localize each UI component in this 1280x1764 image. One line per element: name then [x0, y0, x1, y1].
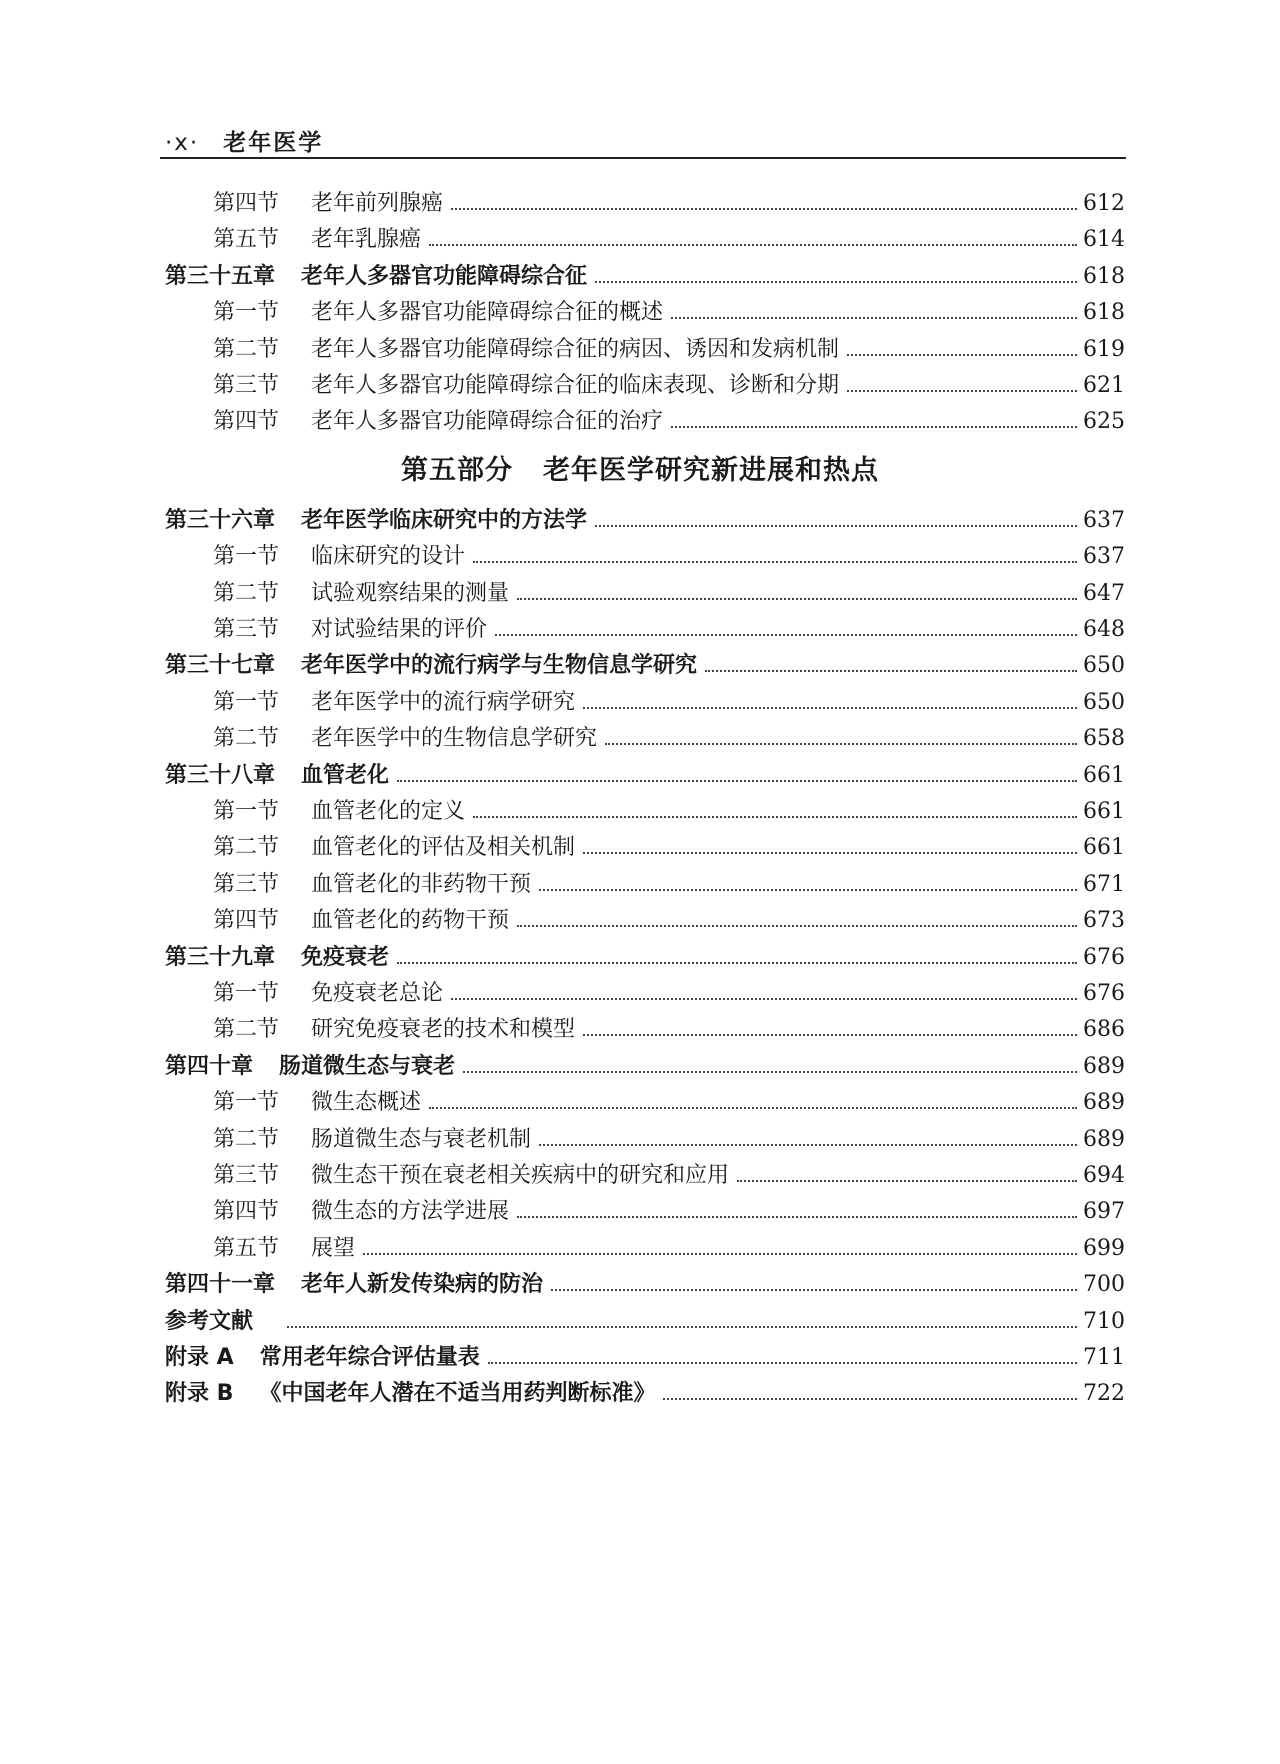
toc-chapter-entry: [165, 1047, 1125, 1087]
dot-leader: [473, 816, 1077, 818]
toc-section-entry: [213, 330, 1125, 370]
entry-title: 老年人多器官功能障碍综合征的病因、诱因和发病机制: [311, 336, 840, 362]
entry-title: 研究免疫衰老的技术和模型: [311, 1017, 576, 1043]
dot-leader: [451, 208, 1077, 210]
toc-section-entry: [213, 792, 1125, 832]
entry-page-number: 648: [1083, 617, 1125, 642]
toc-chapter-entry: [165, 501, 1125, 541]
entry-number: 第四节: [213, 1199, 280, 1225]
entry-page-number: 697: [1083, 1199, 1125, 1225]
dot-leader: [517, 1216, 1077, 1218]
entry-number: 第三节: [213, 1163, 280, 1188]
header-rule: [160, 157, 1126, 159]
dot-leader: [671, 317, 1077, 319]
entry-number: 第三十八章: [165, 762, 276, 788]
toc-section-entry: [213, 1192, 1125, 1232]
entry-page-number: 710: [1083, 1308, 1125, 1334]
entry-page-number: 699: [1083, 1235, 1125, 1261]
entry-title: 临床研究的设计: [311, 544, 466, 570]
entry-page-number: 676: [1083, 944, 1125, 970]
entry-title: 微生态概述: [311, 1090, 422, 1116]
toc-section-entry: [213, 865, 1125, 905]
dot-leader: [473, 561, 1077, 563]
entry-number: 第四节: [213, 409, 280, 435]
entry-page-number: 612: [1083, 191, 1125, 216]
entry-number: 第三节: [213, 617, 280, 642]
toc-section-entry: [213, 402, 1125, 442]
entry-title: 老年前列腺癌: [311, 191, 444, 216]
entry-number: 第五节: [213, 227, 280, 253]
entry-number: 第三十九章: [165, 944, 276, 970]
toc-section-entry: [213, 1010, 1125, 1050]
entry-page-number: 686: [1083, 1017, 1125, 1043]
dot-leader: [429, 244, 1077, 246]
toc-section-entry: [213, 610, 1125, 650]
entry-title: 血管老化的药物干预: [311, 908, 510, 934]
entry-title: 老年医学中的流行病学与生物信息学研究: [301, 653, 698, 679]
toc-section-entry: [213, 683, 1125, 723]
part-number: 第五部分: [401, 454, 513, 486]
dot-leader: [551, 1289, 1077, 1291]
entry-title: 免疫衰老总论: [311, 981, 444, 1006]
entry-page-number: 637: [1083, 544, 1125, 570]
dot-leader: [583, 1034, 1077, 1036]
entry-page-number: 661: [1083, 799, 1125, 824]
entry-number: 第三十五章: [165, 263, 276, 289]
dot-leader: [495, 634, 1077, 636]
entry-title: 老年医学临床研究中的方法学: [301, 507, 588, 533]
entry-page-number: 700: [1083, 1272, 1125, 1298]
entry-title: 老年医学中的生物信息学研究: [311, 726, 598, 752]
dot-leader: [705, 670, 1077, 672]
page-folio: ·x·: [165, 130, 200, 156]
dot-leader: [397, 780, 1077, 782]
entry-page-number: 661: [1083, 835, 1125, 861]
entry-page-number: 637: [1083, 507, 1125, 533]
part-heading: [0, 448, 1280, 487]
dot-leader: [595, 525, 1077, 527]
entry-title: 微生态干预在衰老相关疾病中的研究和应用: [311, 1163, 730, 1188]
part-title: 老年医学研究新进展和热点: [543, 454, 879, 486]
dot-leader: [463, 1071, 1077, 1073]
entry-number: 第二节: [213, 1017, 280, 1043]
dot-leader: [517, 598, 1077, 600]
entry-title: 《中国老年人潜在不适当用药判断标准》: [259, 1381, 656, 1407]
entry-number: 第三十七章: [165, 653, 276, 679]
entry-number: 第一节: [213, 1090, 280, 1116]
entry-number: 第四节: [213, 908, 280, 934]
entry-number: 第二节: [213, 835, 280, 861]
dot-leader: [539, 1144, 1077, 1146]
toc-section-entry: [213, 828, 1125, 868]
entry-number: 第一节: [213, 799, 280, 824]
dot-leader: [429, 1107, 1077, 1109]
entry-page-number: 650: [1083, 653, 1125, 679]
entry-page-number: 650: [1083, 689, 1125, 715]
entry-number: 第三十六章: [165, 507, 276, 533]
toc-section-entry: [213, 901, 1125, 941]
dot-leader: [595, 281, 1077, 283]
toc-chapter-entry: [165, 938, 1125, 978]
entry-number: 第一节: [213, 544, 280, 570]
entry-page-number: 694: [1083, 1163, 1125, 1188]
entry-page-number: 661: [1083, 762, 1125, 788]
entry-number: 第四十一章: [165, 1272, 276, 1298]
entry-number: 附录 B: [165, 1381, 234, 1407]
dot-leader: [671, 426, 1077, 428]
toc-chapter-entry: [165, 257, 1125, 297]
dot-leader: [451, 998, 1077, 1000]
entry-title: 老年人多器官功能障碍综合征的临床表现、诊断和分期: [311, 373, 840, 398]
toc-chapter-entry: [165, 1265, 1125, 1305]
entry-page-number: 618: [1083, 263, 1125, 289]
entry-title: 免疫衰老: [301, 944, 390, 970]
entry-page-number: 689: [1083, 1090, 1125, 1116]
toc-section-entry: [213, 719, 1125, 759]
toc-section-entry: [213, 1229, 1125, 1269]
dot-leader: [488, 1362, 1077, 1364]
dot-leader: [517, 925, 1077, 927]
dot-leader: [847, 354, 1077, 356]
entry-title: 血管老化的评估及相关机制: [311, 835, 576, 861]
entry-number: 第二节: [213, 580, 280, 606]
entry-title: 肠道微生态与衰老机制: [311, 1126, 532, 1152]
entry-title: 老年人多器官功能障碍综合征: [301, 263, 588, 289]
entry-number: 第二节: [213, 726, 280, 752]
entry-title: 常用老年综合评估量表: [259, 1345, 480, 1370]
entry-title: 血管老化的非药物干预: [311, 871, 532, 897]
entry-page-number: 625: [1083, 409, 1125, 435]
toc-chapter-entry: [165, 1374, 1125, 1414]
toc-section-entry: [213, 1120, 1125, 1160]
entry-title: 血管老化: [301, 762, 390, 788]
entry-number: 第三节: [213, 373, 280, 398]
dot-leader: [605, 743, 1077, 745]
book-title: 老年医学: [223, 130, 324, 156]
entry-title: 血管老化的定义: [311, 799, 466, 824]
toc-section-entry: [213, 366, 1125, 406]
entry-number: 第三节: [213, 871, 280, 897]
dot-leader: [737, 1180, 1077, 1182]
dot-leader: [539, 889, 1077, 891]
entry-number: 第四十章: [165, 1053, 254, 1079]
entry-page-number: 676: [1083, 981, 1125, 1006]
entry-title: 对试验结果的评价: [311, 617, 488, 642]
dot-leader: [583, 707, 1077, 709]
toc-section-entry: [213, 537, 1125, 577]
entry-page-number: 689: [1083, 1053, 1125, 1079]
toc-chapter-entry: [165, 1338, 1125, 1378]
entry-title: 老年人多器官功能障碍综合征的概述: [311, 300, 664, 326]
toc-chapter-entry: [165, 1302, 1125, 1342]
toc-chapter-entry: [165, 646, 1125, 686]
entry-number: 第五节: [213, 1235, 280, 1261]
dot-leader: [287, 1326, 1077, 1328]
entry-page-number: 658: [1083, 726, 1125, 752]
entry-page-number: 618: [1083, 300, 1125, 326]
dot-leader: [663, 1398, 1077, 1400]
entry-title: 老年医学中的流行病学研究: [311, 689, 576, 715]
entry-title: 试验观察结果的测量: [311, 580, 510, 606]
entry-number: 附录 A: [165, 1345, 234, 1370]
entry-title: 老年人新发传染病的防治: [301, 1272, 544, 1298]
toc-section-entry: [213, 184, 1125, 224]
entry-number: 第二节: [213, 1126, 280, 1152]
dot-leader: [397, 962, 1077, 964]
entry-title: 肠道微生态与衰老: [279, 1053, 456, 1079]
entry-number: 第一节: [213, 300, 280, 326]
running-head: [165, 124, 323, 157]
toc-section-entry: [213, 574, 1125, 614]
toc-chapter-entry: [165, 756, 1125, 796]
entry-page-number: 619: [1083, 336, 1125, 362]
entry-title: 展望: [311, 1235, 356, 1261]
dot-leader: [583, 852, 1077, 854]
entry-page-number: 673: [1083, 908, 1125, 934]
toc-section-entry: [213, 293, 1125, 333]
toc-section-entry: [213, 1156, 1125, 1196]
entry-number: 第二节: [213, 336, 280, 362]
entry-number: 第一节: [213, 981, 280, 1006]
entry-number: 第四节: [213, 191, 280, 216]
entry-page-number: 671: [1083, 871, 1125, 897]
toc-section-entry: [213, 1083, 1125, 1123]
entry-page-number: 621: [1083, 373, 1125, 398]
dot-leader: [363, 1253, 1077, 1255]
entry-title: 老年人多器官功能障碍综合征的治疗: [311, 409, 664, 435]
toc-section-entry: [213, 220, 1125, 260]
entry-title: 微生态的方法学进展: [311, 1199, 510, 1225]
toc-section-entry: [213, 974, 1125, 1014]
entry-page-number: 614: [1083, 227, 1125, 253]
entry-number: 第一节: [213, 689, 280, 715]
entry-title: 老年乳腺癌: [311, 227, 422, 253]
dot-leader: [847, 390, 1077, 392]
entry-number: 参考文献: [165, 1308, 254, 1334]
entry-page-number: 722: [1083, 1381, 1125, 1407]
entry-page-number: 711: [1083, 1345, 1125, 1370]
entry-page-number: 689: [1083, 1126, 1125, 1152]
entry-page-number: 647: [1083, 580, 1125, 606]
